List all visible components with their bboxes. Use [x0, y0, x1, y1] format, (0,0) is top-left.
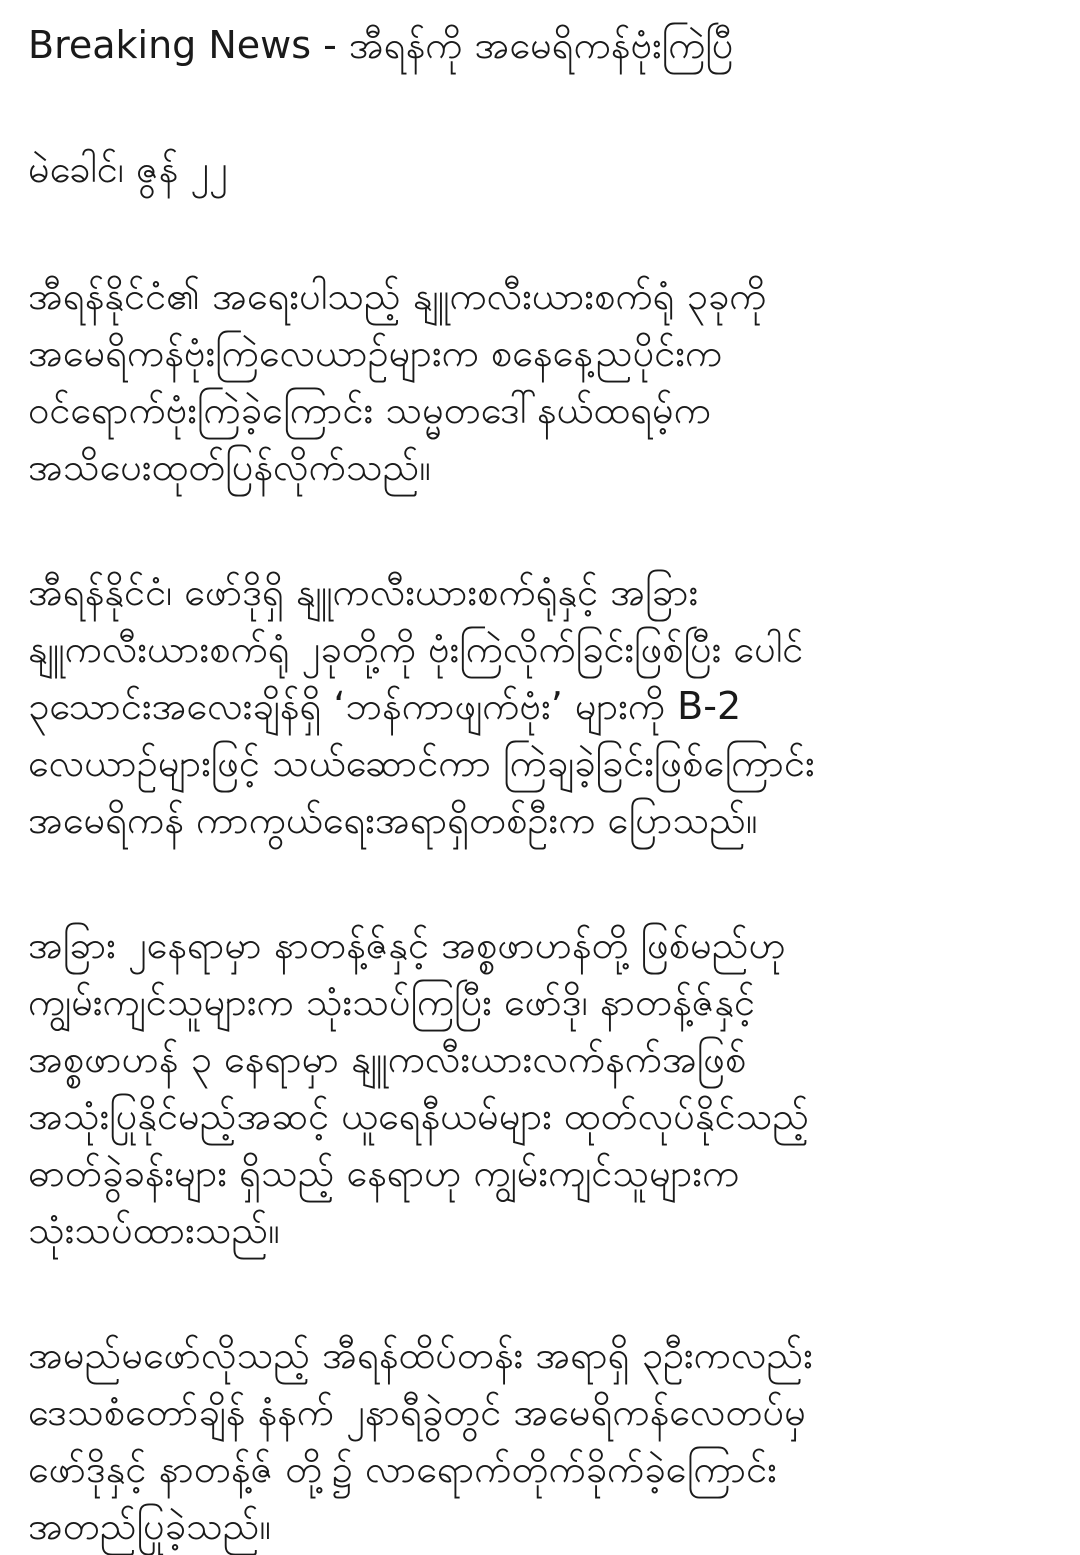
- paragraph-line: ဖော်ဒိုနှင့် နာတန့်ဇ် တို့၌ လာရောက်တိုက်ခိုက်ခဲ့ကြောင်း: [28, 1447, 777, 1491]
- paragraph-2: [28, 564, 1058, 849]
- paragraph-line: အသိပေးထုတ်ပြန်လိုက်သည်။: [28, 445, 431, 489]
- paragraph-line: ဒေသစံတော်ချိန် နံနက် ၂နာရီခွဲတွင် အမေရိကန်လေတပ်မှ: [28, 1390, 806, 1434]
- paragraph-1: [28, 268, 1058, 496]
- paragraph-line: ဝင်ရောက်ဗုံးကြဲခဲ့ကြောင်း သမ္မတဒေါ်နယ်ထရမ့်က: [28, 388, 711, 432]
- paragraph-line: သုံးသပ်ထားသည်။: [28, 1208, 280, 1252]
- paragraph-line: အစ္စဖာဟန် ၃ နေရာမှာ နျူကလီးယားလက်နက်အဖြစ်: [28, 1037, 747, 1081]
- paragraph-4: [28, 1327, 1058, 1555]
- paragraph-line: အမေရိကန် ကာကွယ်ရေးအရာရှိတစ်ဦးက ပြောသည်။: [28, 798, 758, 842]
- paragraph-3: [28, 917, 1058, 1259]
- article-title: Breaking News - အီရန်ကို အမေရိကန်ဗုံးကြဲပြီ: [28, 23, 734, 67]
- paragraph-line: အမည်မဖော်လိုသည့် အီရန်ထိပ်တန်း အရာရှိ ၃ဦးကလည်း: [28, 1333, 813, 1377]
- paragraph-line: ဓာတ်ခွဲခန်းများ ရှိသည့် နေရာဟု ကျွမ်းကျင်သူများက: [28, 1151, 740, 1195]
- article-dateline: မဲခေါင်၊ ဇွန် ၂၂: [28, 147, 228, 191]
- paragraph-line: ကျွမ်းကျင်သူများက သုံးသပ်ကြပြီး ဖော်ဒို၊ နာတန့်ဇ်နှင့်: [28, 980, 756, 1024]
- paragraph-line: အီရန်နိုင်ငံ၏ အရေးပါသည့် နျူကလီးယားစက်ရုံ ၃ခုကို: [28, 274, 767, 318]
- paragraph-line: အခြား ၂နေရာမှာ နာတန့်ဇ်နှင့် အစ္စဖာဟန်တို့ ဖြစ်မည်ဟု: [28, 923, 786, 967]
- paragraph-line: အီရန်နိုင်ငံ၊ ဖော်ဒိုရှိ နျူကလီးယားစက်ရုံနှင့် အခြား: [28, 570, 699, 614]
- paragraph-line: အသုံးပြုနိုင်မည့်အဆင့် ယူရေနီယမ်များ ထုတ်လုပ်နိုင်သည့်: [28, 1094, 810, 1138]
- article: [28, 14, 1058, 1555]
- paragraph-line: နျူကလီးယားစက်ရုံ ၂ခုတို့ကို ဗုံးကြဲလိုက်ခြင်းဖြစ်ပြီး ပေါင်: [28, 627, 804, 671]
- paragraph-line: ၃သောင်းအလေးချိန်ရှိ ‘ဘန်ကာဖျက်ဗုံး’ များကို B-2: [28, 684, 742, 728]
- paragraph-line: အမေရိကန်ဗုံးကြဲလေယာဉ်များက စနေနေ့ညပိုင်းက: [28, 331, 723, 375]
- paragraph-line: အတည်ပြုခဲ့သည်။: [28, 1504, 272, 1548]
- paragraph-line: လေယာဉ်များဖြင့် သယ်ဆောင်ကာ ကြဲချခဲ့ခြင်းဖြစ်ကြောင်း: [28, 741, 815, 785]
